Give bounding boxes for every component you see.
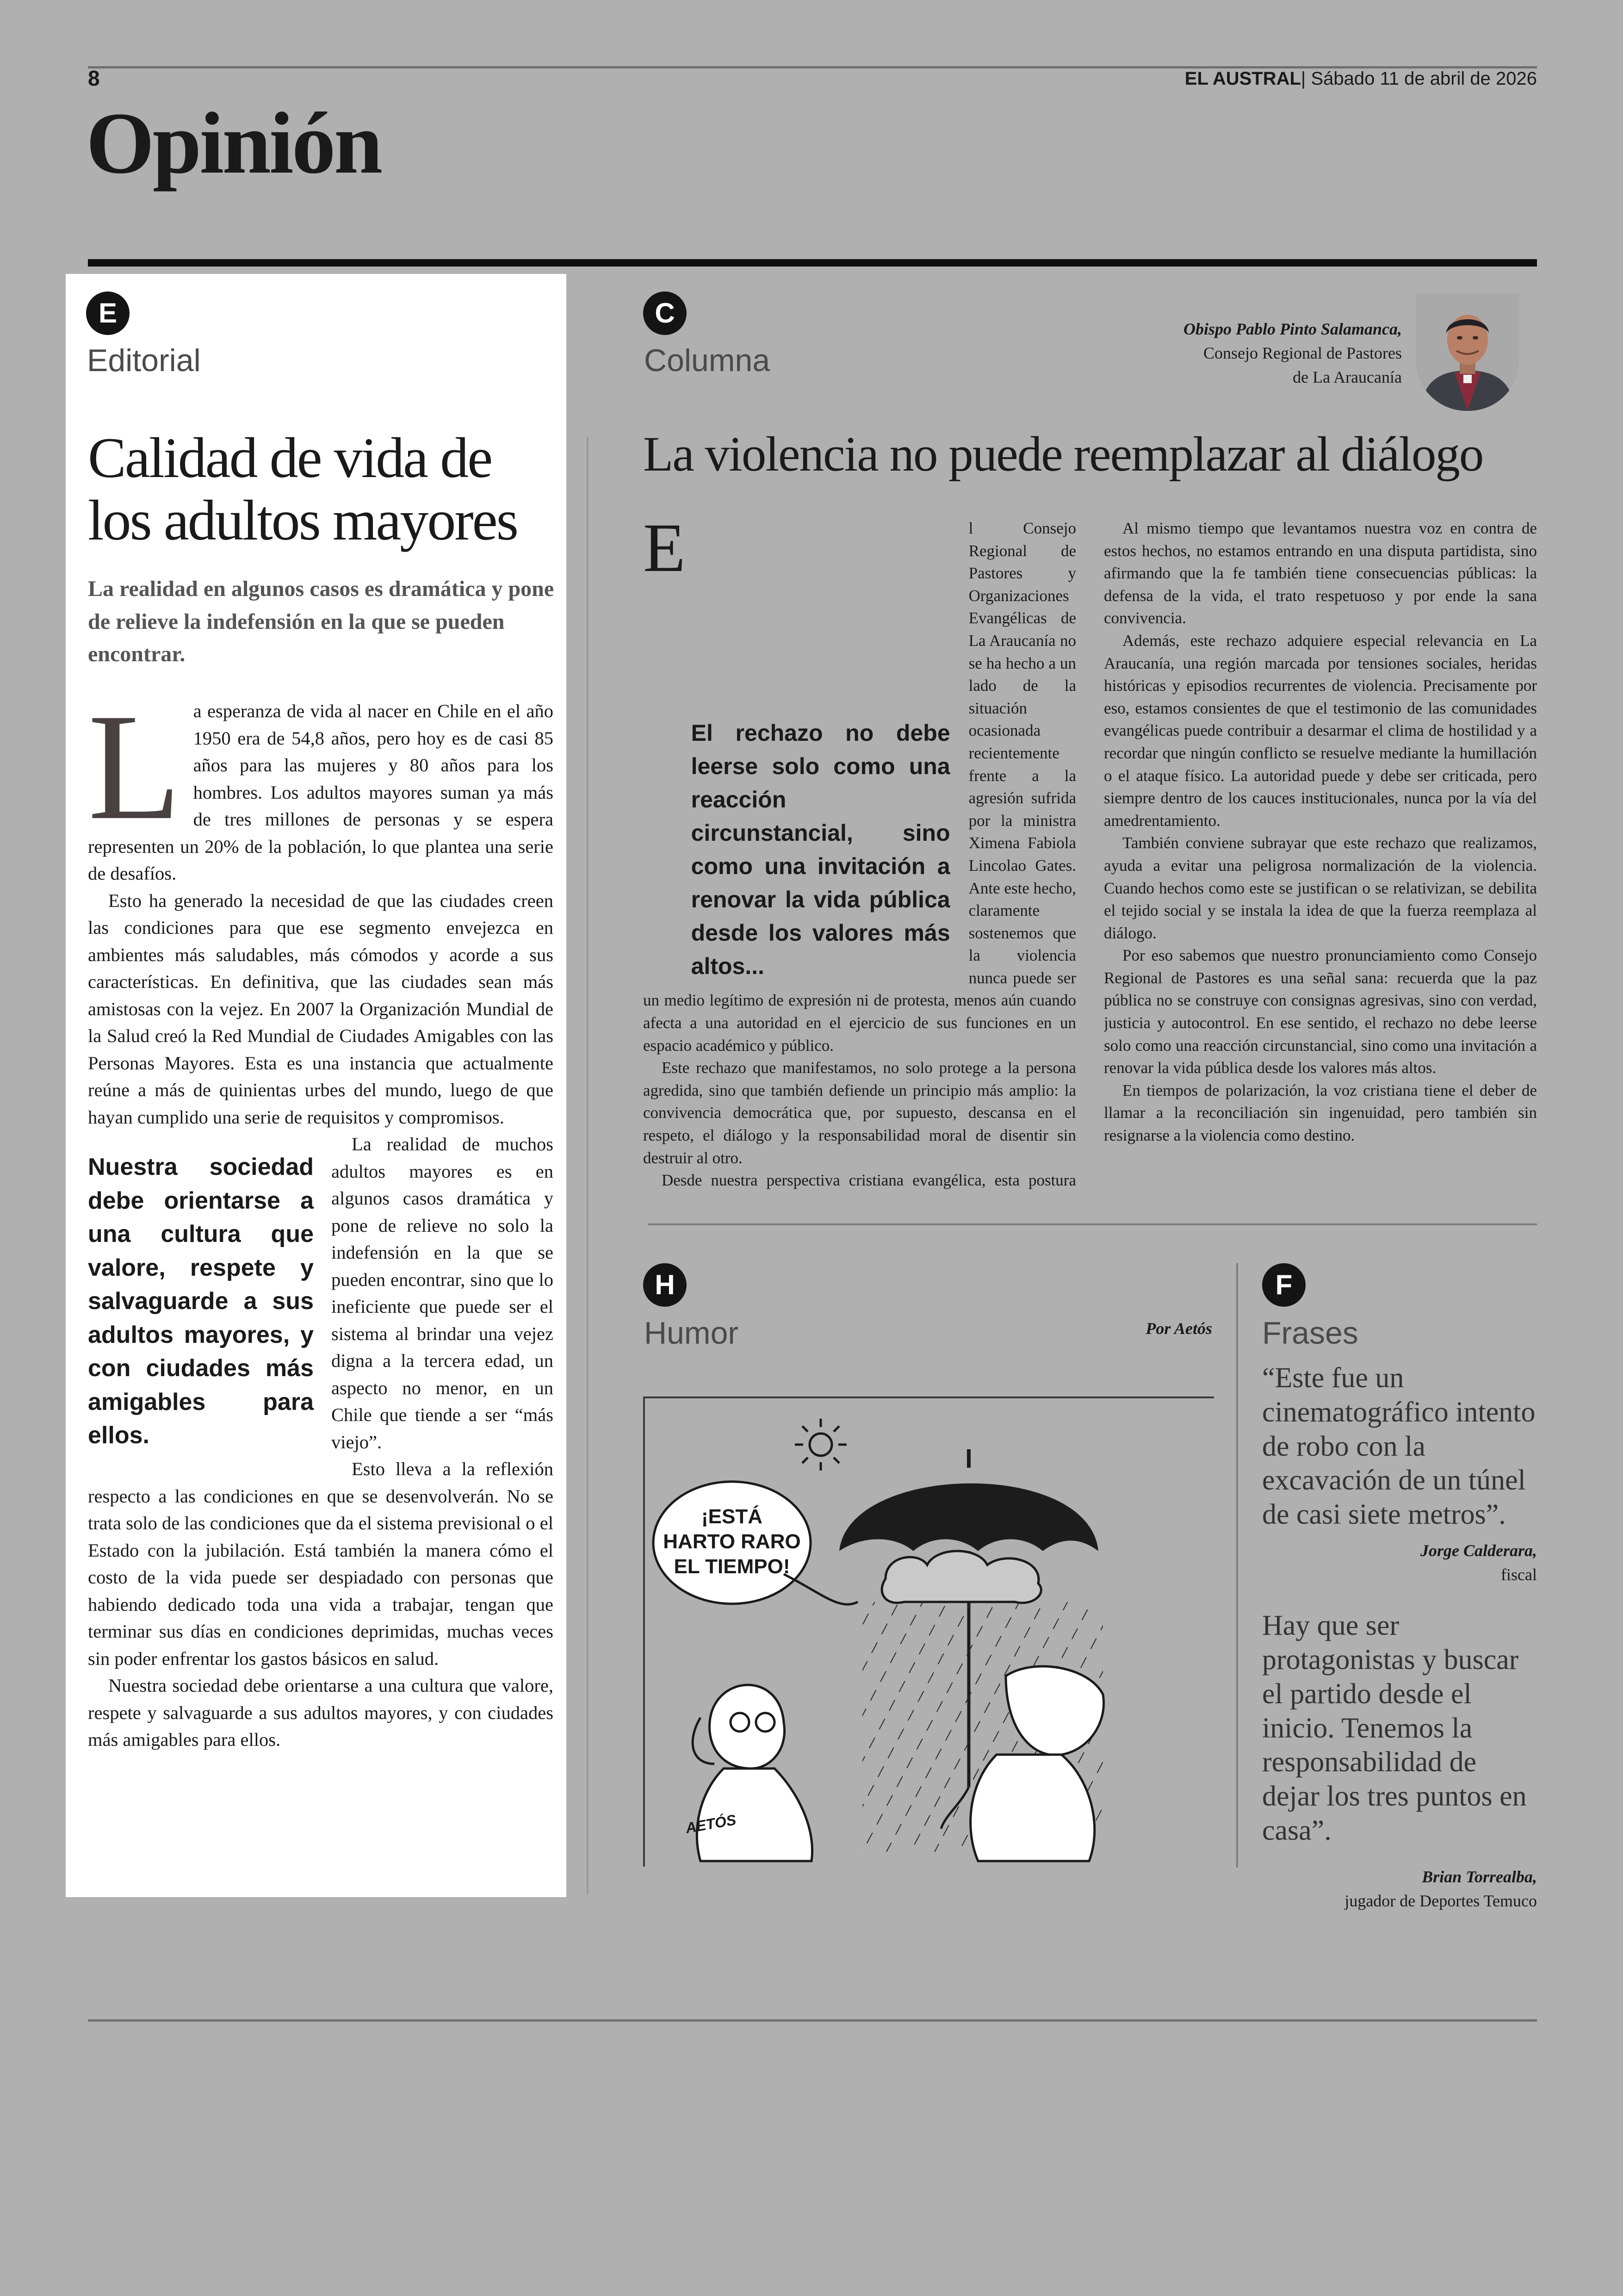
- frases-kicker: Frases: [1262, 1316, 1358, 1351]
- column-paragraph: Desde nuestra perspectiva cristiana evangélica, esta postura: [662, 1171, 1076, 1190]
- rain-cloud: [882, 1551, 1041, 1603]
- editorial-paragraph: Nuestra sociedad debe orientarse a una cultura que valore, respete y salvaguarde a sus adultos mayores, y con ciudades más amigables para ellos.: [88, 1675, 553, 1750]
- frase-author: Jorge Calderara,: [1420, 1541, 1537, 1560]
- frase-quote: Hay que ser protagonistas y buscar el partido desde el inicio. Tenemos la responsabilidad de dejar los tres puntos en casa”.: [1262, 1610, 1527, 1846]
- column-author-name: Obispo Pablo Pinto Salamanca,: [1183, 320, 1402, 338]
- masthead: [1185, 68, 1537, 89]
- humor-badge: H: [643, 1263, 687, 1307]
- humor-byline: Por Aetós: [1146, 1319, 1212, 1338]
- editorial-badge: E: [86, 292, 130, 335]
- column-kicker: Columna: [644, 343, 770, 378]
- cartoon-illustration: [645, 1398, 1214, 1867]
- editorial-pull-quote: Nuestra sociedad debe orientarse a una cultura que valore, respete y salvaguarde a sus adultos mayores, y con ciudades más amigables para ellos.: [88, 1154, 314, 1449]
- issue-date: Sábado 11 de abril de 2026: [1311, 68, 1537, 89]
- editorial-paragraph: Esto ha generado la necesidad de que las ciudades creen las condiciones para que ese segmento envejezca en ambientes más saludables, más cómodos y acorde a sus características. En definitiva, que las ciudades sean más amistosas con la vejez. En 2007 la Organización Mundial de la Salud creó la Red Mundial de Ciudades Amigables con las Personas Mayores. Esta es una instancia que actualmente reúne a más de quinientas urbes del mundo, luego de que hayan cumplido una serie de requisitos y compromisos.: [88, 890, 553, 1128]
- column-divider: [587, 437, 588, 1894]
- cartoon-signature: AETÓS: [684, 1811, 737, 1837]
- column-paragraph: Por eso sabemos que nuestro pronunciamiento como Consejo Regional de Pastores es una señal sana: recuerda que la paz pública no se construye con consignas agresivas, sino con verdad, justicia y autocontrol. En ese sentido, el rechazo no debe leerse solo como una reacción circunstancial, sino como una invitación a renovar la vida pública desde los valores más altos.: [1104, 946, 1537, 1077]
- cartoon-frame: [643, 1396, 1214, 1867]
- column-paragraph: También conviene subrayar que este rechazo que realizamos, ayuda a evitar una peligrosa normalización de la violencia. Cuando hechos como este se justifican o se relativizan, se debilita el tejido social y se instala la idea de que la fuerza reemplaza al diálogo.: [1104, 834, 1537, 942]
- column-pull-quote: El rechazo no debe leerse solo como una reacción circunstancial, sino como una invitación a renovar la vida pública desde los valores más altos...: [691, 720, 950, 979]
- editorial-deck: La realidad en algunos casos es dramática y pone de relieve la indefensión en la que se pueden encontrar.: [88, 577, 554, 667]
- editorial-body: [88, 698, 553, 1864]
- section-heavy-rule: [88, 259, 1537, 267]
- editorial-paragraph: Esto lleva a la reflexión respecto a las condiciones en que se desenvolverán. No se trata solo de las condiciones que da el sistema previsional o el Estado con la jubilación. Está también la manera cómo el costo de la vida puede ser despiadado con personas que habiendo dedicado toda una vida a trabajar, tengan que terminar sus días en condiciones deprimidas, muchas veces sin poder enfrentar los gastos básicos en salud.: [88, 1458, 553, 1669]
- author-photo: [1416, 293, 1519, 411]
- column-body-left: [643, 517, 1076, 1193]
- section-title: Opinión: [86, 95, 381, 192]
- column-author-region: de La Araucanía: [1293, 367, 1402, 386]
- cartoon-figure-left: [693, 1685, 812, 1861]
- column-headline: La violencia no puede reemplazar al diálogo: [643, 427, 1483, 482]
- column-paragraph: Además, este rechazo adquiere especial relevancia en La Araucanía, una región marcada por tensiones sociales, heridas históricas y episodios recurrentes de violencia. Precisamente por eso, estamos consientes de que el testimonio de las comunidades evangélicas puede contribuir a desarmar el clima de hostilidad y a recordar que ningún conflicto se resuelve mediante la humillación o el ataque físico. La autoridad puede y debe ser criticada, pero siempre dentro de los cauces institucionales, nunca por la vía del amedrentamiento.: [1104, 631, 1537, 830]
- humor-frases-divider: [1236, 1263, 1238, 1868]
- speech-line-2: HARTO RARO: [663, 1530, 801, 1553]
- column-badge: C: [643, 292, 687, 335]
- frase-author-role: jugador de Deportes Temuco: [1344, 1891, 1537, 1910]
- frase-author-role: fiscal: [1501, 1565, 1537, 1584]
- editorial-paragraph: La realidad de muchos adultos mayores es en algunos casos dramática y pone de relieve no solo la indefensión en la que se pueden encontrar, sino que lo ineficiente que puede ser el sistema al brindar una vejez digna a la tercera edad, un aspecto no menor, en un Chile que tiende a ser “más viejo”.: [331, 1134, 553, 1452]
- masthead-separator: |: [1301, 68, 1306, 89]
- column-drop-cap: E: [643, 517, 686, 586]
- frase-author: Brian Torrealba,: [1422, 1867, 1537, 1886]
- column-author-role: Consejo Regional de Pastores: [1203, 343, 1402, 362]
- frase-quote: “Este fue un cinematográfico intento de robo con la excavación de un túnel de casi siete metros”.: [1262, 1362, 1536, 1531]
- column-bottom-rule: [648, 1223, 1537, 1225]
- column-author: [1183, 317, 1402, 389]
- column-body-right: [1104, 517, 1537, 1193]
- column-paragraph: En tiempos de polarización, la voz cristiana tiene el deber de llamar a la reconciliación sin ingenuidad, pero también sin resignarse a la violencia como destino.: [1104, 1081, 1537, 1145]
- newspaper-name: EL AUSTRAL: [1184, 68, 1301, 89]
- column-paragraph: Este rechazo que manifestamos, no solo protege a la persona agredida, sino que también defiende un principio más amplio: la convivencia democrática que, por supuesto, descansa en el respeto, el diálogo y la responsabilidad moral de disentir sin destruir al otro.: [643, 1059, 1076, 1167]
- footer-rule: [88, 2019, 1537, 2022]
- speech-line-1: ¡ESTÁ: [701, 1505, 762, 1528]
- speech-line-3: EL TIEMPO!: [674, 1555, 790, 1578]
- frases-badge: F: [1262, 1263, 1306, 1307]
- column-paragraph: l Consejo Regional de Pastores y Organizaciones Evangélicas de La Araucanía no se ha hecho a un lado de la situación ocasionada recientemente frente a la agresión sufrida por la ministra Ximena Fabiola Lincolao Gates. Ante este hecho, claramente sostenemos que la violencia nunca puede ser un medio legítimo de expresión ni de protesta, menos aún cuando afecta a una autoridad en el ejercicio de sus funciones en un espacio académico y público.: [643, 519, 1076, 1055]
- column-paragraph: Al mismo tiempo que levantamos nuestra voz en contra de estos hechos, no estamos entrando en una disputa partidista, sino afirmando que la fe también tiene consecuencias públicas: la defensa de la vida, el trato respetuoso y por ende la sana convivencia.: [1104, 519, 1537, 627]
- frase-attribution: [1262, 1539, 1537, 1587]
- author-portrait-image: [1416, 293, 1519, 411]
- editorial-drop-cap: L: [88, 698, 181, 851]
- page-number: 8: [88, 66, 100, 90]
- sun-icon: [795, 1419, 847, 1471]
- editorial-headline: Calidad de vida de los adultos mayores: [88, 426, 517, 552]
- editorial-paragraph: a esperanza de vida al nacer en Chile en el año 1950 era de 54,8 años, pero hoy es de casi 85 años para las mujeres y 80 años para los hombres. Los adultos mayores suman ya más de tres millones de personas y se espera representen un 20% de la población, lo que plantea una serie de desafíos.: [88, 701, 553, 884]
- editorial-kicker: Editorial: [87, 343, 201, 378]
- frase-attribution: [1262, 1865, 1537, 1913]
- frases-list: [1262, 1361, 1537, 1913]
- humor-kicker: Humor: [644, 1316, 739, 1351]
